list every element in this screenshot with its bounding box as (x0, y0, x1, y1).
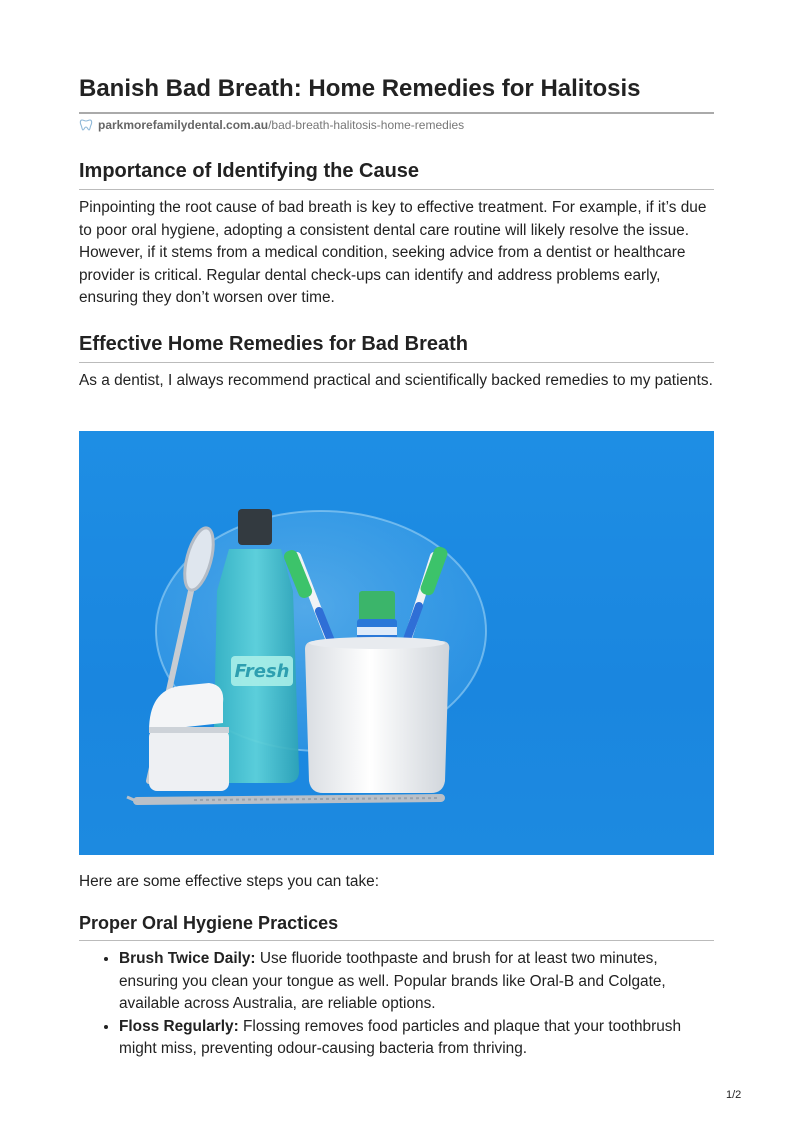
list-item (119, 948, 714, 1016)
toothbrush-cup (305, 641, 449, 793)
list-item-term: Floss Regularly: (119, 1017, 239, 1035)
paragraph-importance: Pinpointing the root cause of bad breath is key to effective treatment. For example, if it’s due to poor oral hygiene, adopting a consistent dental care routine will likely resolve the issue. However, if it stems from a medical condition, seeking advice from a dentist or healthcare provider is critical. Regular dental check-ups can identify and address problems early, ensuring they don’t worsen over time. (79, 199, 707, 307)
paragraph-remedies-intro: As a dentist, I always recommend practical and scientifically backed remedies to my patients. (79, 372, 713, 389)
dental-probe (127, 797, 441, 803)
bottle-label: Fresh (234, 661, 290, 682)
section-heading-remedies: Effective Home Remedies for Bad Breath (79, 331, 714, 363)
list-item-text: Flossing removes food particles and plaque that your toothbrush might miss, preventing odour-causing bacteria from thriving. (119, 1017, 682, 1058)
floss-container (149, 683, 229, 791)
hygiene-list (79, 948, 714, 1061)
tooth-icon (79, 118, 93, 132)
source-path[interactable]: /bad-breath-halitosis-home-remedies (268, 118, 465, 132)
oral-care-illustration (79, 431, 714, 855)
list-item (119, 1016, 714, 1061)
source-domain[interactable]: parkmorefamilydental.com.au (98, 118, 269, 132)
section-heading-hygiene: Proper Oral Hygiene Practices (79, 911, 714, 941)
page-title: Banish Bad Breath: Home Remedies for Halitosis (79, 74, 714, 114)
section-heading-importance: Importance of Identifying the Cause (79, 158, 714, 190)
list-item-term: Brush Twice Daily: (119, 950, 256, 967)
list-item-text: Use fluoride toothpaste and brush for at least two minutes, ensuring you clean your tongue as well. Popular brands like Oral-B and Colgate, available across Australia, are reliable options. (119, 950, 666, 1013)
page-number: 1/2 (726, 1089, 742, 1101)
hero-image (79, 431, 714, 855)
source-line[interactable] (79, 118, 464, 132)
paragraph-steps-intro: Here are some effective steps you can take: (79, 873, 379, 890)
